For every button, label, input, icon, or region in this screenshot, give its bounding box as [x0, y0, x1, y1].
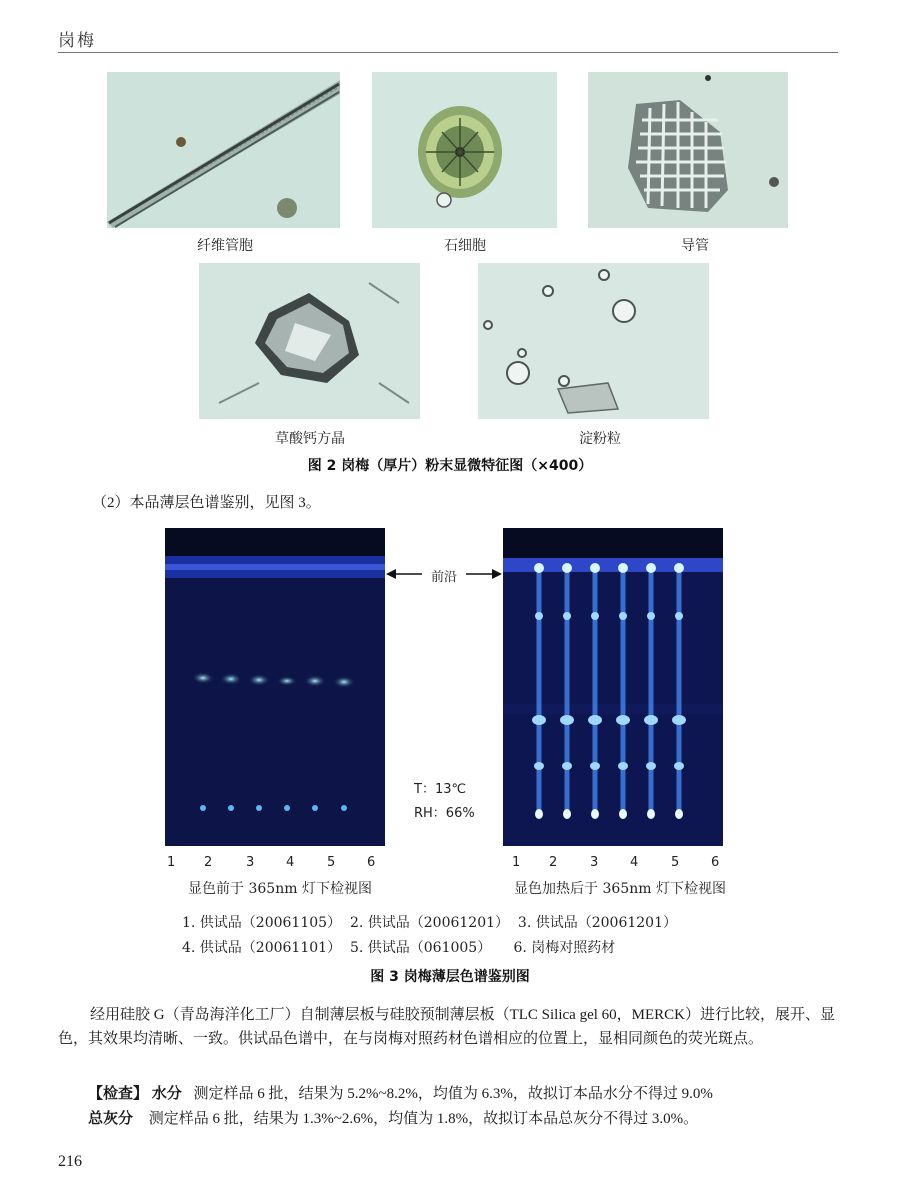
tlc-legend-line-2: 4. 供试品（20061101） 5. 供试品（061005） 6. 岗梅对照药材	[182, 940, 616, 956]
micrograph-stone-cell	[372, 72, 557, 228]
check-label: 【检查】	[88, 1084, 149, 1102]
lane-number: 6	[711, 855, 720, 870]
check-water-line	[88, 1081, 848, 1106]
header-rule	[58, 52, 838, 53]
lane-number: 5	[327, 855, 336, 870]
tlc-plate-after	[503, 528, 723, 846]
tlc-legend-line-1: 1. 供试品（20061105） 2. 供试品（20061201） 3. 供试品（20061201）	[182, 915, 677, 931]
page-number: 216	[58, 1153, 82, 1170]
micrograph-starch-grains	[478, 263, 709, 419]
lane-number: 3	[590, 855, 599, 870]
lane-number: 5	[671, 855, 680, 870]
running-header: 岗梅	[58, 31, 96, 51]
lane-number: 1	[512, 855, 521, 870]
tlc-left-caption: 显色前于 365nm 灯下检视图	[188, 881, 372, 897]
ash-term: 总灰分	[88, 1109, 134, 1127]
tlc-plate-before	[165, 528, 385, 846]
water-term: 水分	[151, 1084, 182, 1102]
figure-3-caption: 图 3 岗梅薄层色谱鉴别图	[370, 969, 530, 985]
lane-number: 2	[549, 855, 558, 870]
micrograph-fiber-tracheid	[107, 72, 340, 228]
lane-number: 2	[204, 855, 213, 870]
lane-numbers-left	[165, 855, 385, 873]
figure-2-caption: 图 2 岗梅（厚片）粉末显微特征图（×400）	[307, 458, 593, 474]
lane-number: 4	[286, 855, 295, 870]
temperature-label: T：13℃	[414, 782, 467, 797]
micrograph-calcium-oxalate	[199, 263, 420, 419]
water-text: 测定样品 6 批，结果为 5.2%~8.2%，均值为 6.3%，故拟订本品水分不得过 9.0%	[193, 1086, 713, 1102]
body-paragraph: 经用硅胶 G（青岛海洋化工厂）自制薄层板与硅胶预制薄层板（TLC Silica gel 60，MERCK）进行比较，展开、显色，其效果均清晰、一致。供试品色谱中，在与岗梅对照药材色谱相应的位置上，显相同颜色的荧光斑点。	[58, 1007, 835, 1047]
front-label: 前沿	[430, 570, 457, 585]
lane-number: 4	[630, 855, 639, 870]
ash-text: 测定样品 6 批，结果为 1.3%~2.6%，均值为 1.8%，故拟订本品总灰分不得过 3.0%。	[148, 1111, 699, 1127]
check-ash-line	[88, 1106, 848, 1131]
humidity-label: RH：66%	[414, 806, 475, 821]
tlc-right-caption: 显色加热后于 365nm 灯下检视图	[514, 881, 726, 897]
caption-starch-grains: 淀粉粒	[579, 431, 621, 447]
lane-number: 3	[246, 855, 255, 870]
caption-fiber-tracheid: 纤维管胞	[197, 238, 253, 254]
caption-calcium-oxalate: 草酸钙方晶	[275, 431, 345, 447]
caption-vessel: 导管	[681, 238, 709, 254]
lane-numbers-right	[503, 855, 723, 873]
micrograph-vessel	[588, 72, 788, 228]
section-note: （2）本品薄层色谱鉴别，见图 3。	[92, 495, 321, 511]
lane-number: 1	[167, 855, 176, 870]
caption-stone-cell: 石细胞	[444, 238, 486, 254]
lane-number: 6	[367, 855, 376, 870]
